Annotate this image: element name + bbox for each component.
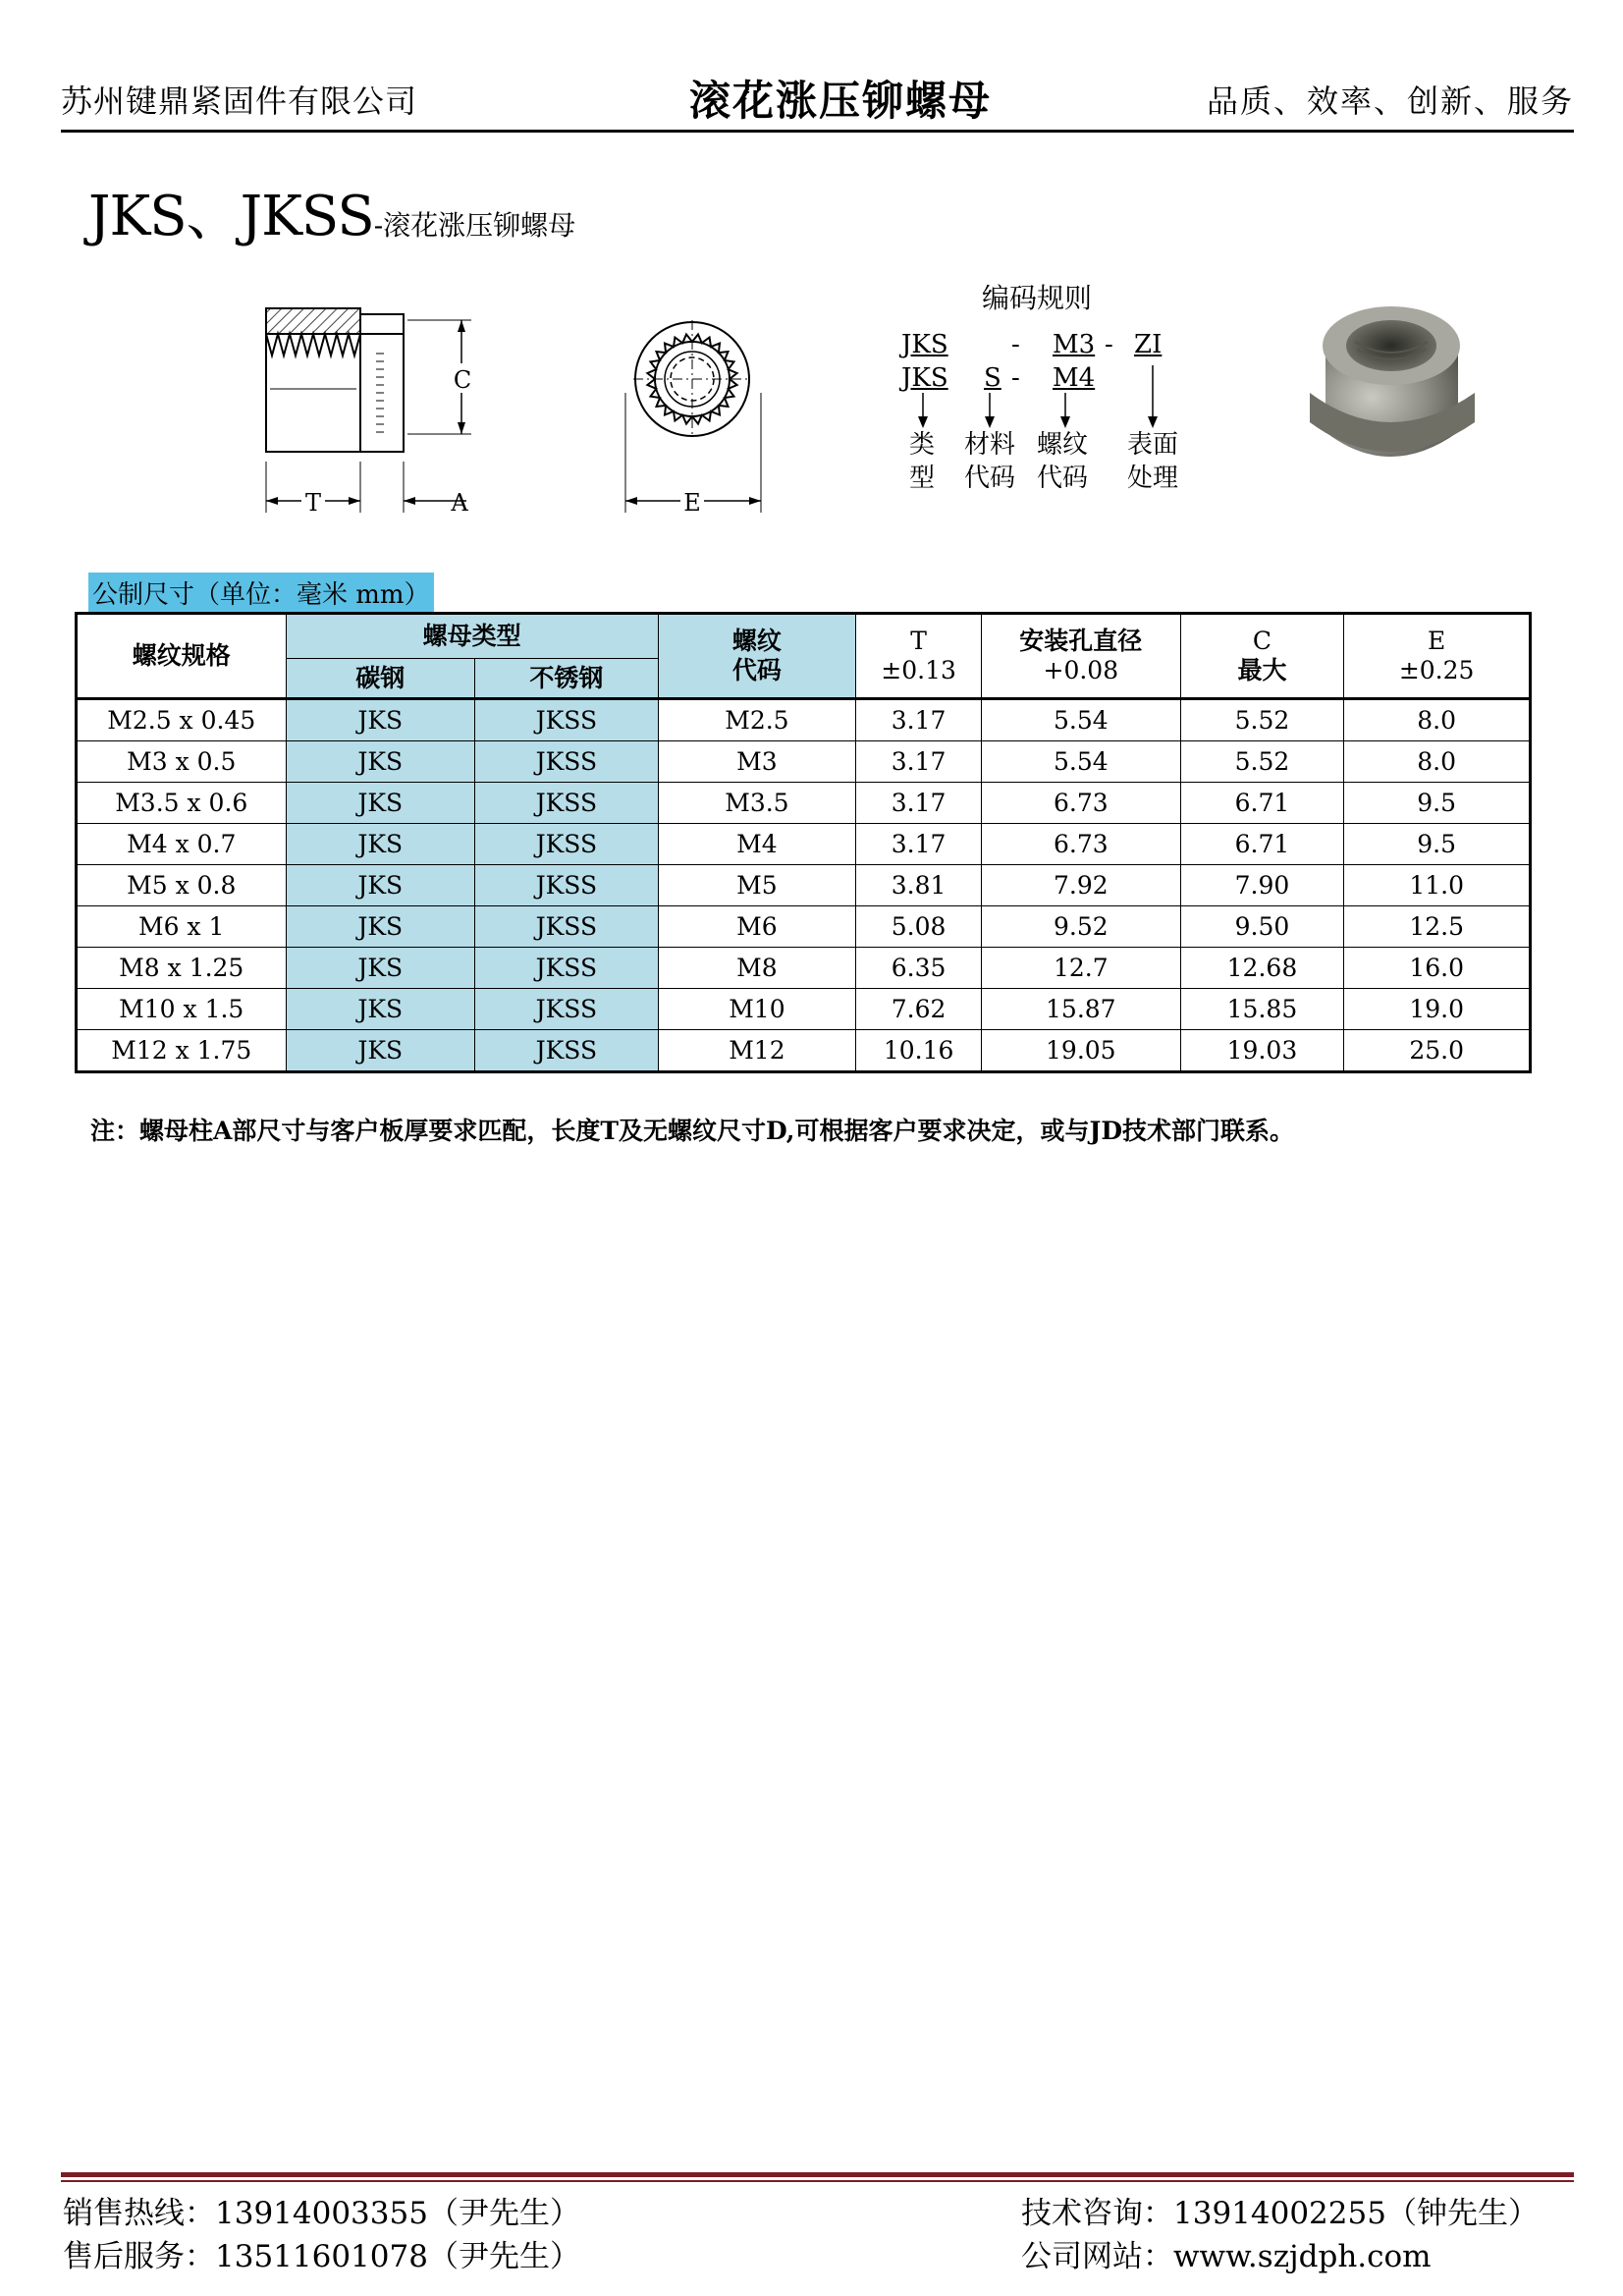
cell-stainless: JKSS — [475, 989, 659, 1030]
table-row — [77, 783, 1531, 824]
code-row1-finish: ZI — [1134, 330, 1163, 359]
cell-t: 3.81 — [856, 865, 982, 906]
table-row — [77, 1030, 1531, 1072]
product-photo — [1296, 285, 1483, 476]
code-row2-material: S — [984, 363, 1001, 393]
header-stainless: 不锈钢 — [475, 659, 659, 699]
cell-stainless: JKSS — [475, 906, 659, 948]
cell-thread-spec: M12 x 1.75 — [77, 1030, 287, 1072]
caption-material-2: 代码 — [964, 464, 1016, 493]
cell-e: 25.0 — [1344, 1030, 1531, 1072]
header-hole-diameter: 安装孔直径 +0.08 — [982, 614, 1181, 699]
cell-stainless: JKSS — [475, 824, 659, 865]
table-row — [77, 699, 1531, 741]
footer-website: 公司网站：www.szjdph.com — [1021, 2239, 1432, 2274]
cell-stainless: JKSS — [475, 741, 659, 783]
cell-c-max: 5.52 — [1180, 741, 1344, 783]
cell-c-max: 9.50 — [1180, 906, 1344, 948]
cell-t: 7.62 — [856, 989, 982, 1030]
cell-thread-spec: M3.5 x 0.6 — [77, 783, 287, 824]
cell-e: 19.0 — [1344, 989, 1531, 1030]
cell-stainless: JKSS — [475, 948, 659, 989]
cell-hole-diameter: 15.87 — [982, 989, 1181, 1030]
cell-t: 3.17 — [856, 699, 982, 741]
cell-e: 8.0 — [1344, 741, 1531, 783]
dimension-c-label: C — [453, 366, 472, 394]
header-thread-code: 螺纹 代码 — [658, 614, 856, 699]
cell-carbon-steel: JKS — [286, 783, 475, 824]
header-e: E ±0.25 — [1344, 614, 1531, 699]
code-row1-dash2: - — [1105, 330, 1113, 359]
cell-t: 3.17 — [856, 783, 982, 824]
cell-c-max: 12.68 — [1180, 948, 1344, 989]
spec-table — [75, 612, 1532, 1073]
cell-carbon-steel: JKS — [286, 824, 475, 865]
header-t: T ±0.13 — [856, 614, 982, 699]
caption-type-1: 类 — [909, 430, 936, 460]
footer-sales-hotline: 销售热线：13914003355（尹先生） — [63, 2196, 580, 2231]
code-row2-type: JKS — [901, 363, 948, 393]
product-title — [88, 173, 575, 251]
dimension-a-label: A — [451, 489, 468, 517]
cell-thread-spec: M2.5 x 0.45 — [77, 699, 287, 741]
table-row — [77, 824, 1531, 865]
cell-stainless: JKSS — [475, 865, 659, 906]
side-view-drawing — [250, 295, 486, 520]
cell-carbon-steel: JKS — [286, 906, 475, 948]
top-view-drawing — [614, 295, 776, 520]
caption-finish-1: 表面 — [1127, 430, 1179, 460]
cell-thread-code: M12 — [658, 1030, 856, 1072]
code-row2-thread: M4 — [1053, 363, 1096, 393]
cell-t: 10.16 — [856, 1030, 982, 1072]
cell-e: 9.5 — [1344, 783, 1531, 824]
header-c: C 最大 — [1180, 614, 1344, 699]
header-thread-spec: 螺纹规格 — [77, 614, 287, 699]
cell-thread-spec: M5 x 0.8 — [77, 865, 287, 906]
cell-carbon-steel: JKS — [286, 948, 475, 989]
cell-thread-spec: M10 x 1.5 — [77, 989, 287, 1030]
cell-c-max: 19.03 — [1180, 1030, 1344, 1072]
cell-hole-diameter: 19.05 — [982, 1030, 1181, 1072]
cell-t: 6.35 — [856, 948, 982, 989]
table-row — [77, 865, 1531, 906]
cell-c-max: 6.71 — [1180, 783, 1344, 824]
product-codes: JKS、JKSS — [88, 185, 374, 248]
cell-thread-code: M6 — [658, 906, 856, 948]
table-note: 注：螺母柱A部尺寸与客户板厚要求匹配，长度T及无螺纹尺寸D,可根据客户要求决定，或与JD技术部门联系。 — [90, 1117, 1295, 1145]
cell-c-max: 5.52 — [1180, 699, 1344, 741]
footer-after-sales: 售后服务：13511601078（尹先生） — [63, 2239, 580, 2274]
table-row — [77, 948, 1531, 989]
cell-thread-code: M5 — [658, 865, 856, 906]
cell-t: 5.08 — [856, 906, 982, 948]
cell-thread-spec: M4 x 0.7 — [77, 824, 287, 865]
caption-type-2: 型 — [909, 464, 936, 493]
footer-rule — [61, 2172, 1574, 2177]
table-row — [77, 906, 1531, 948]
caption-material-1: 材料 — [964, 430, 1016, 460]
caption-finish-2: 处理 — [1127, 464, 1179, 493]
page-header — [61, 69, 1574, 133]
cell-t: 3.17 — [856, 741, 982, 783]
cell-carbon-steel: JKS — [286, 865, 475, 906]
cell-t: 3.17 — [856, 824, 982, 865]
cell-hole-diameter: 5.54 — [982, 699, 1181, 741]
company-slogan: 品质、效率、创新、服务 — [1206, 82, 1574, 120]
cell-carbon-steel: JKS — [286, 989, 475, 1030]
cell-hole-diameter: 9.52 — [982, 906, 1181, 948]
cell-hole-diameter: 6.73 — [982, 824, 1181, 865]
cell-stainless: JKSS — [475, 1030, 659, 1072]
cell-hole-diameter: 6.73 — [982, 783, 1181, 824]
footer-tech-support: 技术咨询：13914002255（钟先生） — [1021, 2196, 1539, 2231]
product-subtitle: -滚花涨压铆螺母 — [373, 209, 576, 242]
document-title: 滚花涨压铆螺母 — [689, 77, 993, 125]
dimension-e-label: E — [683, 489, 701, 517]
cell-c-max: 6.71 — [1180, 824, 1344, 865]
table-row — [77, 741, 1531, 783]
cell-thread-code: M3.5 — [658, 783, 856, 824]
footer-rule-thin — [61, 2180, 1574, 2182]
cell-thread-code: M8 — [658, 948, 856, 989]
cell-c-max: 7.90 — [1180, 865, 1344, 906]
cell-thread-spec: M3 x 0.5 — [77, 741, 287, 783]
code-row1-thread: M3 — [1053, 330, 1096, 359]
cell-carbon-steel: JKS — [286, 699, 475, 741]
cell-e: 12.5 — [1344, 906, 1531, 948]
section-label: 公制尺寸（单位：毫米 mm） — [88, 573, 434, 613]
cell-thread-code: M10 — [658, 989, 856, 1030]
cell-thread-code: M2.5 — [658, 699, 856, 741]
coding-rule — [893, 267, 1208, 503]
cell-thread-spec: M8 x 1.25 — [77, 948, 287, 989]
cell-stainless: JKSS — [475, 699, 659, 741]
cell-hole-diameter: 7.92 — [982, 865, 1181, 906]
code-row2-dash: - — [1011, 363, 1020, 393]
cell-e: 11.0 — [1344, 865, 1531, 906]
coding-rule-title: 编码规则 — [982, 282, 1093, 314]
header-nut-type: 螺母类型 — [286, 614, 658, 659]
company-name: 苏州键鼎紧固件有限公司 — [61, 82, 418, 120]
cell-hole-diameter: 5.54 — [982, 741, 1181, 783]
dimension-t-label: T — [304, 489, 322, 517]
cell-e: 8.0 — [1344, 699, 1531, 741]
cell-carbon-steel: JKS — [286, 741, 475, 783]
cell-stainless: JKSS — [475, 783, 659, 824]
caption-thread-2: 代码 — [1037, 464, 1089, 493]
caption-thread-1: 螺纹 — [1037, 430, 1089, 460]
cell-e: 9.5 — [1344, 824, 1531, 865]
cell-e: 16.0 — [1344, 948, 1531, 989]
cell-thread-code: M3 — [658, 741, 856, 783]
code-row1-dash: - — [1011, 330, 1020, 359]
cell-hole-diameter: 12.7 — [982, 948, 1181, 989]
header-carbon-steel: 碳钢 — [286, 659, 475, 699]
cell-thread-spec: M6 x 1 — [77, 906, 287, 948]
cell-thread-code: M4 — [658, 824, 856, 865]
table-row — [77, 989, 1531, 1030]
code-row1-type: JKS — [901, 330, 948, 359]
cell-c-max: 15.85 — [1180, 989, 1344, 1030]
cell-carbon-steel: JKS — [286, 1030, 475, 1072]
